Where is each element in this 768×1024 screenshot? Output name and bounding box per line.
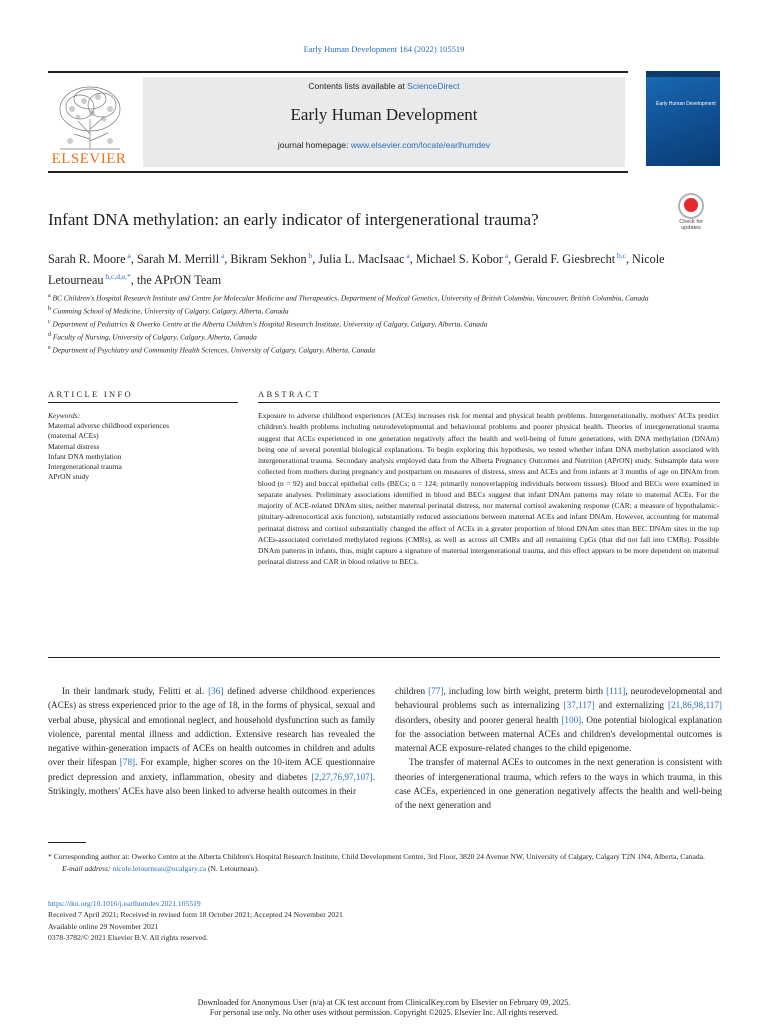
body-paragraph [48, 684, 375, 798]
author-name[interactable]: Michael S. Kobor [415, 252, 503, 267]
body-text: . For example, higher scores on the 10-item ACE questionnaire predict depression and anxiety, inflammation, obesity and diabetes [48, 757, 375, 782]
cover-title: Early Human Development [656, 101, 716, 107]
affiliations [48, 291, 728, 356]
author-affiliation-mark[interactable]: b,c [615, 251, 626, 260]
citation-link[interactable]: [78] [119, 757, 136, 768]
affiliation-mark: e [48, 344, 51, 351]
homepage-prefix: journal homepage: [277, 140, 351, 150]
body-text: disorders, obesity and poorer general health [395, 714, 562, 725]
body-text: , neurodevelopmental and behavioural problems such as internalizing [395, 686, 722, 711]
author-affiliation-mark[interactable]: b,c,d,e,* [103, 272, 131, 282]
journal-homepage-link[interactable]: www.elsevier.com/locate/earlhumdev [350, 140, 491, 150]
author-name[interactable]: Sarah M. Merrill [136, 252, 220, 267]
keyword-item: Intergenerational trauma [48, 462, 122, 472]
homepage-line [143, 140, 625, 150]
citation-link[interactable]: [37,117] [563, 700, 595, 711]
body-text: , including low birth weight, preterm birth [443, 686, 607, 696]
check-for-updates-badge[interactable] [673, 193, 709, 229]
publication-info [48, 898, 720, 943]
citation-link[interactable]: [36] [208, 686, 224, 696]
article-info-heading: ARTICLE INFO [48, 389, 133, 399]
journal-masthead [48, 71, 628, 173]
author-affiliation-mark[interactable]: a [219, 251, 225, 260]
publisher-wordmark: ELSEVIER [51, 151, 127, 167]
keyword-item: Maternal adverse childhood experiences [48, 421, 169, 431]
body-text: defined adverse childhood experiences (ACEs) as stress experienced prior to the age of 18, in the forms of physical, sexual and verbal abuse, physical and emotional neglect, and household dysfunction such as family violence, parental mental illness and addiction. Extensive research has revealed the negative within-generation impacts of ACEs on health outcomes in children and adults over their lifespan [48, 686, 375, 768]
author-name[interactable]: the APrON Team [136, 273, 222, 288]
author-name[interactable]: Nicole Letourneau [48, 252, 665, 288]
keywords-label: Keywords: [48, 411, 81, 420]
affiliation-mark: b [48, 305, 51, 312]
journal-cover-thumbnail[interactable] [646, 71, 720, 166]
citation-link[interactable]: [2,27,76,97,107] [311, 771, 373, 782]
abstract-heading: ABSTRACT [258, 389, 321, 399]
author-name[interactable]: Sarah R. Moore [48, 252, 126, 267]
affiliation-item: $^b$ Cumming School of Medicine, University of Calgary, Calgary, Alberta, Canada [48, 305, 289, 316]
citation-link[interactable]: [111] [606, 686, 626, 696]
masthead-center-panel [143, 77, 625, 167]
journal-name: Early Human Development [290, 105, 478, 124]
author-name[interactable]: Julia L. MacIsaac [318, 252, 405, 267]
affiliation-item: $^c$ Department of Pediatrics & Owerko Centre at the Alberta Children's Hospital Research Institute, University of Calgary, Calgary, Alberta, Canada [48, 318, 488, 329]
body-text: In their landmark study, Felitti et al. [62, 686, 209, 696]
article-title: Infant DNA methylation: an early indicator of intergenerational trauma? [48, 210, 539, 229]
body-text: children [395, 686, 429, 696]
keyword-item: Maternal distress [48, 441, 100, 451]
affiliation-item: $^a$ BC Children's Hospital Research Institute and Centre for Molecular Medicine and Therapeutics, Department of Medical Genetics, University of British Columbia, Vancouver, British Columbia, Canada [48, 293, 649, 303]
footnotes [48, 851, 720, 874]
cover-band [646, 71, 720, 77]
affiliation-mark: a [48, 293, 51, 299]
citation-link[interactable]: [77] [428, 686, 444, 696]
affiliation-item: $^d$ Faculty of Nursing, University of Calgary, Calgary, Alberta, Canada [48, 331, 257, 342]
keyword-item: (maternal ACEs) [48, 431, 99, 441]
footnote-rule [48, 842, 86, 843]
email-link[interactable]: nicole.letourneau@ucalgary.ca [112, 863, 207, 873]
sciencedirect-link[interactable]: ScienceDirect [407, 81, 460, 91]
author-affiliation-mark[interactable]: a [404, 251, 410, 260]
author-name[interactable]: Bikram Sekhon [230, 252, 307, 267]
body-text: . One potential biological explanation for the association between maternal ACEs and children's developmental outcomes is maternal ACE exposure-related changes to the child epigenome. [395, 714, 722, 754]
download-notice [0, 998, 768, 1018]
article-info-rule [48, 402, 238, 403]
affiliation-mark: d [48, 331, 51, 338]
email-line [48, 863, 720, 875]
author-list: Sarah R. Moore $^a$, Sarah M. Merrill $^a$, Bikram Sekhon $^b$, Julia L. MacIsaac $^a$, Michael S. Kobor $^a$, Gerald F. Giesbrecht $^{b,c}$, Nicole Letourneau $^{b,c,d,e,*}$, the APrON Team [48, 251, 665, 288]
contents-line [143, 81, 625, 91]
abstract-rule [258, 402, 720, 403]
received-dates: Received 7 April 2021; Received in revised form 18 October 2021; Accepted 24 November 2021 [48, 910, 343, 920]
download-line-1: Downloaded for Anonymous User (n/a) at CK test account from ClinicalKey.com by Elsevier on February 09, 2025. [197, 998, 571, 1007]
email-suffix: (N. Letourneau). [206, 863, 259, 873]
check-updates-icon [678, 193, 704, 219]
author-affiliation-mark[interactable]: a [502, 251, 509, 260]
body-column-left [48, 684, 375, 798]
copyright-line: 0378-3782/© 2021 Elsevier B.V. All rights reserved. [48, 932, 208, 942]
affiliation-item: $^e$ Department of Psychiatry and Community Health Sciences, University of Calgary, Calgary, Alberta, Canada [48, 344, 376, 355]
body-column-right [395, 684, 722, 813]
abstract-bottom-rule [48, 657, 720, 658]
body-text: and externalizing [594, 700, 668, 711]
author-name[interactable]: Gerald F. Giesbrecht [514, 252, 616, 267]
online-date: Available online 29 November 2021 [48, 921, 159, 931]
body-paragraph: The transfer of maternal ACEs to outcomes in the next generation is consistent with theories of intergenerational trauma, which refers to the ways in which trauma, in this case ACEs, experienced in one generation negatively affects the health and well-being of the next generation and [395, 757, 722, 811]
download-line-2: For personal use only. No other uses without permission. Copyright ©2025. Elsevier Inc. All rights reserved. [209, 1008, 559, 1017]
body-text: . Strikingly, mothers' ACEs have also been linked to adverse health outcomes in their [48, 771, 375, 797]
abstract-text: Exposure to adverse childhood experiences (ACEs) increases risk for mental and physical health problems. Intergenerationally, mothers' ACEs predict children's health problems including neurodevelopmental and behavioural problems and poorer physical health. Theories of intergenerational trauma suggest that ACEs experienced in one generation negatively affect the health and well-being of future generations, with DNA methylation (DNAm) being one of several potential biological explanations. To begin exploring this hypothesis, we tested whether infant DNA methylation associated with intergenerational trauma. Secondary analysis employed data from the Alberta Pregnancy Outcomes and Nutrition (APrON) study. Subsample data were collected from mothers during pregnancy and postpartum on measures of distress, stress and ACEs and from infants at 3 months of age on DNAm from blood (n = 92) and buccal epithelial cells (BECs; n = 124; primarily nonoverlapping individuals between tissues). Blood and BECs were examined in separate analyses. Preliminary associations identified in blood and BECs suggest that infant DNAm patterns may relate to maternal ACEs. For the majority of ACE-related DNAm sites, neither maternal perinatal distress, nor maternal cortisol awakening response (CAR; a measure of hypothalamic-pituitary-adrenocortical axis function), substantially reduced associations between maternal ACEs and infant DNAm. However, accounting for maternal perinatal distress and cortisol substantially changed the effect of ACEs in a greater proportion of blood DNAm sites than BEC DNAm sites in the top ACEs-associated correlated methylated regions (CMRs), as well as across all CMRs and all remaining CpGs (that did not fall into CMRs). Possible DNAm patterns in infants, thus, might capture a signature of maternal intergenerational trauma, and this effect appears to be more dependent on maternal perinatal distress and CAR in blood relative to BECs. [258, 411, 719, 567]
keywords-block [48, 411, 243, 482]
check-updates-line1: Check for [679, 219, 703, 225]
email-label: E-mail address: [62, 863, 113, 873]
keyword-item: Infant DNA methylation [48, 451, 122, 461]
contents-prefix: Contents lists available at [308, 81, 408, 91]
corresponding-author-note: * Corresponding author at: Owerko Centre at the Alberta Children's Hospital Research Institute, Child Development Centre, 3rd Floor, 3820 24 Avenue NW, University of Calgary, Calgary T2N 1N4, Alberta, Canada. [48, 852, 705, 861]
author-affiliation-mark[interactable]: a [125, 251, 131, 260]
author-affiliation-mark[interactable]: b [306, 251, 313, 260]
running-head[interactable]: Early Human Development 164 (2022) 105519 [303, 44, 465, 54]
check-updates-line2: updates [681, 225, 701, 231]
keyword-item: APrON study [48, 472, 90, 482]
body-paragraph [395, 684, 722, 755]
doi-link[interactable]: https://doi.org/10.1016/j.earlhumdev.2021.105519 [48, 899, 201, 908]
citation-link[interactable]: [21,86,98,117] [667, 700, 722, 711]
citation-link[interactable]: [100] [561, 714, 582, 725]
affiliation-mark: c [48, 318, 51, 325]
